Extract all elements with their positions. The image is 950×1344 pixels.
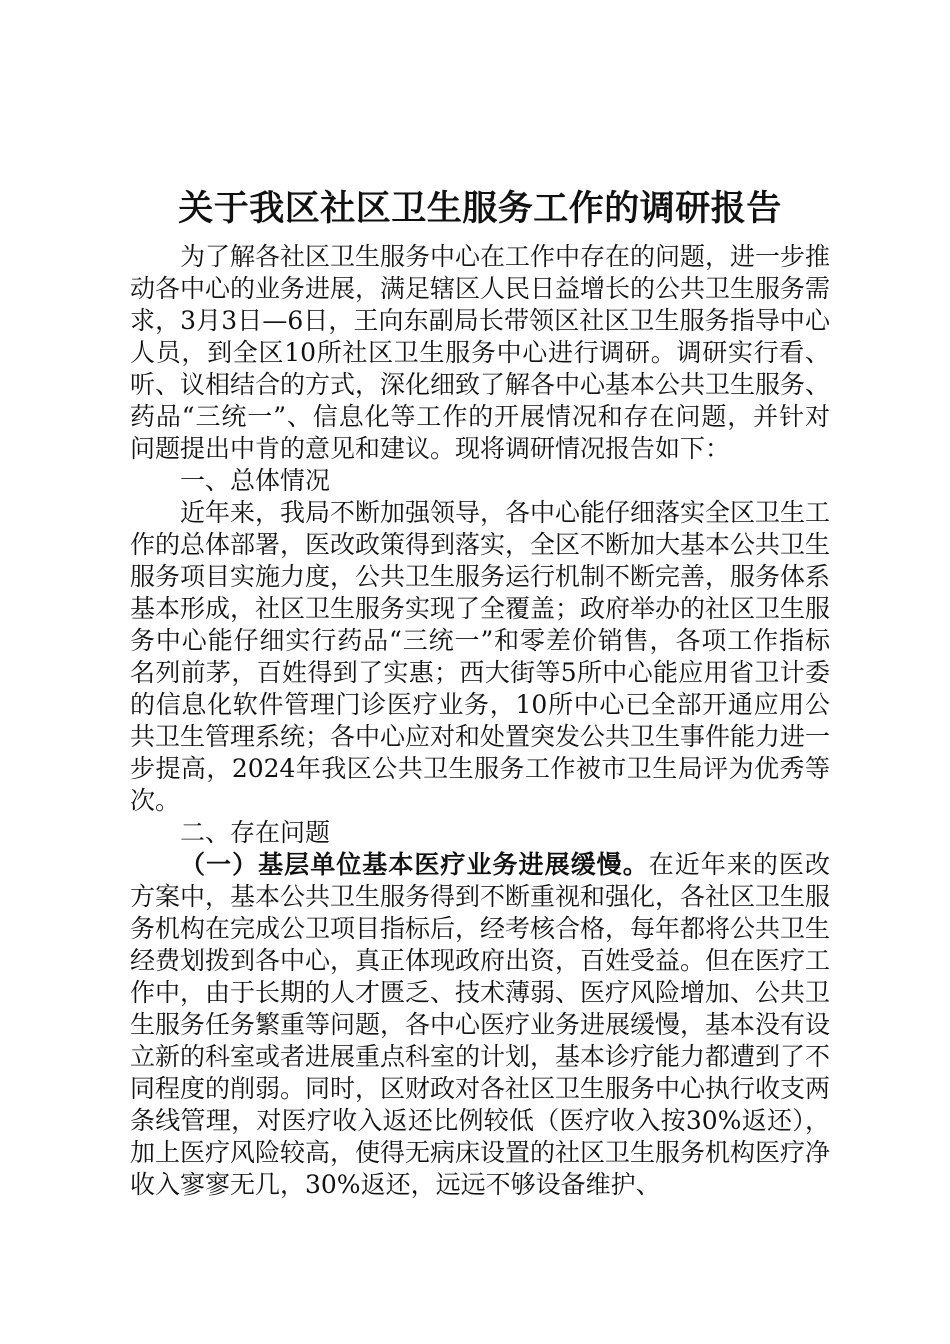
problem-body-1: 在近年来的医改方案中，基本公共卫生服务得到不断重视和强化，各社区卫生服务机构在完成公卫项目指标后，经考核合格，每年都将公共卫生经费划拨到各中心，真正体现政府出资，百姓受益。但在医疗工作中，由于长期的人才匮乏、技术薄弱、医疗风险增加、公共卫生服务任务繁重等问题，各中心医疗业务进展缓慢，基本没有设立新的科室或者进展重点科室的计划，基本诊疗能力都遭到了不同程度的削弱。同时，区财政对各社区卫生服务中心执行收支两条线管理，对医疗收入返还比例较低（医疗收入按30%返还），加上医疗风险较高，使得无病床设置的社区卫生服务机构医疗净收入寥寥无几，30%返还，远远不够设备维护、: [130, 850, 831, 1199]
document-title: 关于我区社区卫生服务工作的调研报告: [178, 189, 782, 229]
problem-paragraph-1: [130, 849, 830, 1201]
section-heading-problems: 二、存在问题: [180, 818, 331, 847]
overview-paragraph: 近年来，我局不断加强领导，各中心能仔细落实全区卫生工作的总体部署，医改政策得到落实，全区不断加大基本公共卫生服务项目实施力度，公共卫生服务运行机制不断完善，服务体系基本形成，社区卫生服务实现了全覆盖；政府举办的社区卫生服务中心能仔细实行药品“三统一”和零差价销售，各项工作指标名列前茅，百姓得到了实惠；西大街等5所中心能应用省卫计委的信息化软件管理门诊医疗业务，10所中心已全部开通应用公共卫生管理系统；各中心应对和处置突发公共卫生事件能力进一步提高，2024年我区公共卫生服务工作被市卫生局评为优秀等次。: [130, 498, 831, 815]
section-heading-overview: 一、总体情况: [180, 466, 331, 495]
document-page: [130, 185, 830, 1201]
problem-subheading-1: （一）基层单位基本医疗业务进展缓慢。: [180, 850, 649, 879]
intro-paragraph: 为了解各社区卫生服务中心在工作中存在的问题，进一步推动各中心的业务进展，满足辖区人民日益增长的公共卫生服务需求，3月3日—6日，王向东副局长带领区社区卫生服务指导中心人员，到全区10所社区卫生服务中心进行调研。调研实行看、听、议相结合的方式，深化细致了解各中心基本公共卫生服务、药品“三统一”、信息化等工作的开展情况和存在问题，并针对问题提出中肯的意见和建议。现将调研情况报告如下：: [130, 242, 831, 463]
